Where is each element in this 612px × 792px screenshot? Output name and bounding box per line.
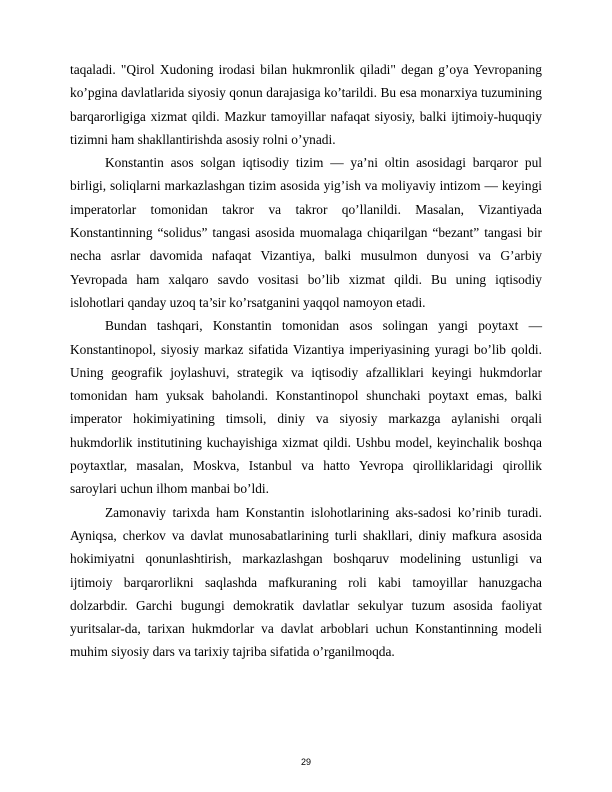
document-page — [70, 58, 542, 664]
paragraph-4: Zamonaviy tarixda ham Konstantin islohotlarining aks-sadosi ko’rinib turadi. Ayniqsa, cherkov va davlat munosabatlarining turli shakllari, diniy mafkura asosida hokimiyatni qonunlashtirish, markazlashgan boshqaruv modelining ustunligi va ijtimoiy barqarorlikni saqlashda mafkuraning roli kabi tamoyillar hanuzgacha dolzarbdir. Garchi bugungi demokratik davlatlar sekulyar tuzum asosida faoliyat yuritsalar-da, tarixan hukmdorlar va davlat arboblari uchun Konstantinning modeli muhim siyosiy dars va tarixiy tajriba sifatida o’rganilmoqda. — [70, 504, 542, 660]
paragraph-3: Bundan tashqari, Konstantin tomonidan asos solingan yangi poytaxt — Konstantinopol, siyosiy markaz sifatida Vizantiya imperiyasining yuragi bo’lib qoldi. Uning geografik joylashuvi, strategik va iqtisodiy afzalliklari keyingi hukmdorlar tomonidan ham yuksak baholandi. Konstantinopol shunchaki poytaxt emas, balki imperator hokimiyatining timsoli, diniy va siyosiy markazga aylanishi orqali hukmdorlik institutining kuchayishiga xizmat qildi. Ushbu model, keyinchalik boshqa poytaxtlar, masalan, Moskva, Istanbul va hatto Yevropa qirolliklaridagi qirollik saroylari uchun ilhom manbai bo’ldi. — [70, 318, 542, 497]
paragraph-2: Konstantin asos solgan iqtisodiy tizim — ya’ni oltin asosidagi barqaror pul birligi, soliqlarni markazlashgan tizim asosida yig’ish va moliyaviy intizom — keyingi imperatorlar tomonidan takror va takror qo’llanildi. Masalan, Vizantiyada Konstantinning “solidus” tangasi asosida muomalaga chiqarilgan “bezant” tangasi bir necha asrlar davomida nafaqat Vizantiya, balki musulmon dunyosi va G’arbiy Yevropada ham xalqaro savdo vositasi bo’lib xizmat qildi. Bu uning iqtisodiy islohotlari qanday uzoq ta’sir ko’rsatganini yaqqol namoyon etadi. — [70, 155, 542, 310]
page-number: 29 — [300, 757, 311, 767]
paragraph-1: taqaladi. "Qirol Xudoning irodasi bilan hukmronlik qiladi" degan g’oya Yevropaning ko’pgina davlatlarida siyosiy qonun darajasiga ko’tarildi. Bu esa monarxiya tuzumining barqarorligiga xizmat qildi. Mazkur tamoyillar nafaqat siyosiy, balki ijtimoiy-huquqiy tizimni ham shakllantirishda asosiy rolni o’ynadi. — [70, 62, 542, 147]
